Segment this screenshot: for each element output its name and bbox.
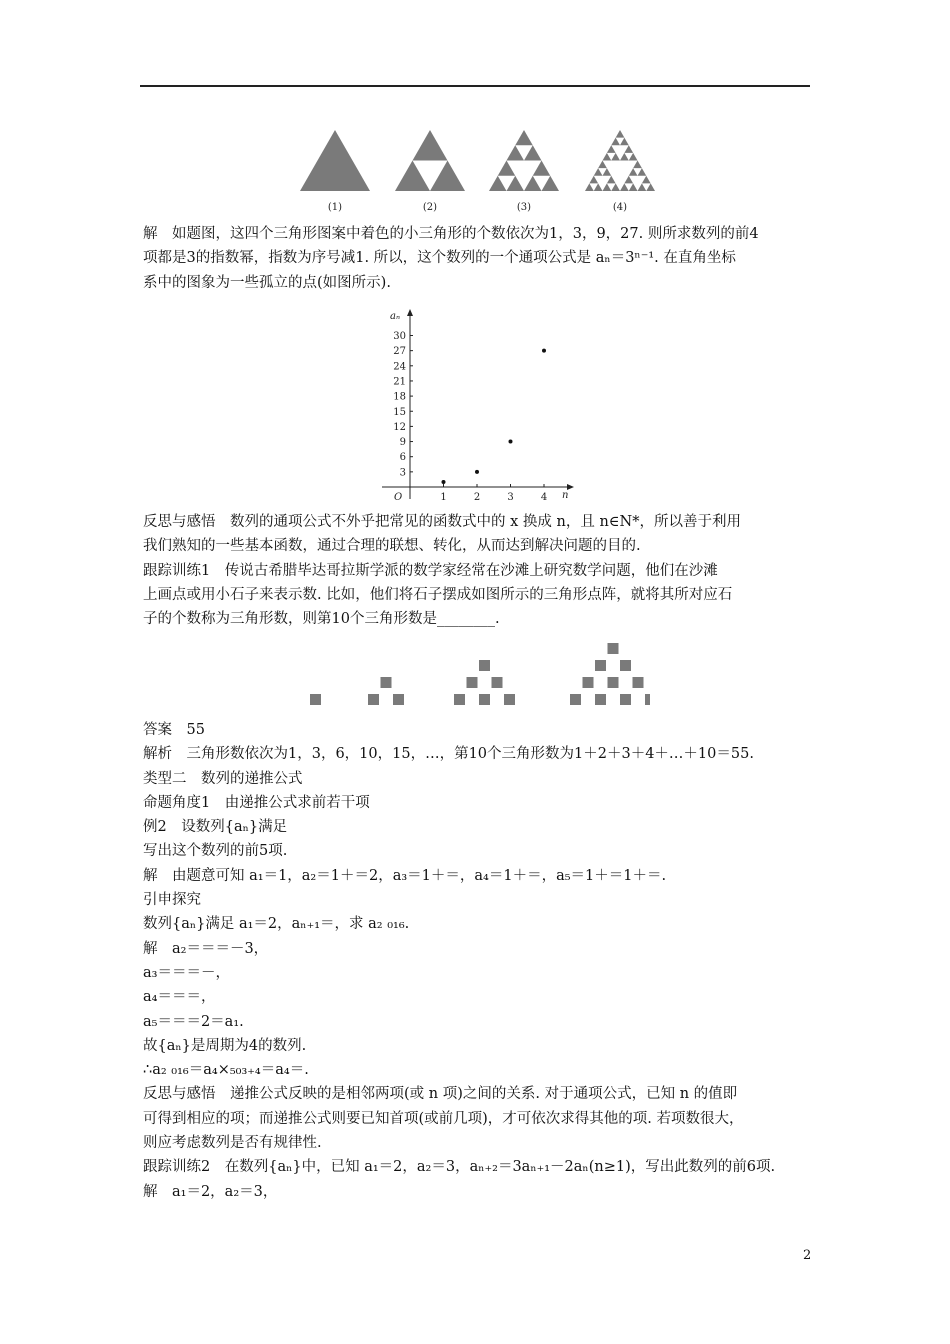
x-tick-label: 3 — [507, 492, 514, 503]
stone — [595, 694, 606, 705]
triangle — [300, 130, 370, 191]
text-line: a₄＝＝＝， — [143, 989, 216, 1006]
stone — [570, 694, 581, 705]
stone — [454, 694, 465, 705]
figure-label: (1) — [327, 202, 343, 213]
text-line: 引申探究 — [143, 892, 201, 909]
stone — [608, 677, 619, 688]
stone — [393, 694, 404, 705]
text-line: 系中的图象为一些孤立的点(如图所示). — [143, 274, 391, 291]
sierpinski-triangle-3 — [489, 130, 559, 191]
text-line: 反思与感悟 递推公式反映的是相邻两项(或 n 项)之间的关系. 对于通项公式，已知 n 的值即 — [143, 1086, 738, 1103]
figure-label: (2) — [422, 202, 438, 213]
y-tick-label: 30 — [393, 331, 406, 342]
text-line: 解 由题意可知 a₁＝1，a₂＝1＋＝2，a₃＝1＋＝，a₄＝1＋＝，a₅＝1＋＝1＋＝. — [143, 867, 667, 884]
page-number: 2 — [803, 1248, 812, 1263]
text-line: 子的个数称为三角形数，则第10个三角形数是________. — [143, 611, 500, 628]
reflection-and-training — [143, 510, 819, 631]
text-line: a₃＝＝＝－， — [143, 964, 230, 981]
text-line: a₅＝＝＝2＝a₁. — [143, 1013, 244, 1030]
x-axis-label: n — [562, 490, 569, 501]
origin-label: O — [394, 492, 403, 503]
stone — [504, 694, 515, 705]
y-axis-arrow — [407, 309, 413, 316]
text-line: 解 如题图，这四个三角形图案中着色的小三角形的个数依次为1，3，9，27. 则所求数列的前4 — [143, 226, 759, 242]
stone — [492, 677, 503, 688]
text-line: 反思与感悟 数列的通项公式不外乎把常见的函数式中的 x 换成 n，且 n∈N*，所以善于利用 — [143, 514, 741, 530]
text-line: 类型二 数列的递推公式 — [143, 770, 303, 787]
y-axis-label: aₙ — [390, 311, 401, 322]
y-tick-label: 3 — [399, 467, 406, 479]
text-line: 跟踪训练1 传说古希腊毕达哥拉斯学派的数学家经常在沙滩上研究数学问题，他们在沙滩 — [143, 562, 718, 579]
figure-label: (3) — [516, 202, 532, 213]
triangular-number-1 — [310, 694, 321, 705]
triangular-number-figure — [300, 632, 650, 712]
y-tick-label: 24 — [393, 361, 406, 373]
stone — [467, 677, 478, 688]
stone — [583, 677, 594, 688]
sierpinski-triangles — [300, 130, 655, 191]
text-line: 例2 设数列{aₙ}满足 — [143, 819, 288, 836]
scatter-chart — [370, 305, 580, 505]
text-line: 数列{aₙ}满足 a₁＝2，aₙ₊₁＝，求 a₂ ₀₁₆. — [143, 916, 410, 933]
x-tick-label: 1 — [440, 492, 447, 503]
y-tick-label: 18 — [393, 391, 406, 403]
sierpinski-triangle-4 — [585, 130, 655, 191]
triangular-number-2 — [368, 677, 404, 705]
figure-label: (4) — [612, 202, 628, 213]
data-point — [542, 349, 546, 353]
stone — [595, 660, 606, 671]
stone — [620, 660, 631, 671]
text-line: 解析 三角形数依次为1，3，6，10，15，…，第10个三角形数为1＋2＋3＋4＋…＋10＝55. — [143, 746, 754, 763]
sierpinski-figure — [290, 122, 670, 217]
stone — [310, 694, 321, 705]
stone — [620, 694, 631, 705]
text-line: 命题角度1 由递推公式求前若干项 — [143, 794, 370, 811]
answer-and-examples — [143, 718, 819, 1204]
stone — [645, 694, 650, 705]
text-line: 上画点或用小石子来表示数. 比如，他们将石子摆成如图所示的三角形点阵，就将其所对应石 — [143, 586, 733, 603]
y-tick-label: 27 — [393, 346, 406, 358]
text-line: 答案 55 — [143, 722, 205, 738]
triangular-number-4 — [570, 643, 650, 705]
text-line: 解 a₁＝2，a₂＝3， — [143, 1183, 278, 1200]
text-line: 项都是3的指数幂，指数为序号减1. 所以，这个数列的一个通项公式是 aₙ＝3ⁿ⁻¹. 在直角坐标 — [143, 250, 736, 267]
triangular-number-3 — [454, 660, 515, 705]
y-tick-label: 12 — [393, 421, 406, 433]
x-tick-label: 4 — [540, 492, 548, 503]
y-tick-label: 21 — [393, 376, 406, 388]
text-line: 跟踪训练2 在数列{aₙ}中，已知 a₁＝2，a₂＝3，aₙ₊₂＝3aₙ₊₁－2aₙ(n≥1)，写出此数列的前6项. — [143, 1159, 776, 1176]
text-line: ∴a₂ ₀₁₆＝a₄×₅₀₃₊₄＝a₄＝. — [143, 1062, 309, 1079]
solution-paragraph — [143, 222, 819, 295]
y-tick-label: 15 — [393, 406, 406, 418]
data-point — [442, 480, 446, 484]
text-line: 则应考虑数列是否有规律性. — [143, 1135, 322, 1152]
stone — [633, 677, 644, 688]
text-line: 可得到相应的项；而递推公式则要已知首项(或前几项)，才可依次求得其他的项. 若项数很大， — [143, 1110, 744, 1127]
data-point — [509, 440, 513, 444]
text-line: 故{aₙ}是周期为4的数列. — [143, 1037, 307, 1054]
text-line: 解 a₂＝＝＝－3， — [143, 940, 269, 957]
x-tick-label: 2 — [473, 492, 481, 503]
header-rule — [140, 85, 810, 87]
stone — [479, 694, 490, 705]
text-line: 我们熟知的一些基本函数，通过合理的联想、转化，从而达到解决问题的目的. — [143, 538, 641, 555]
data-point — [475, 470, 479, 474]
stone — [479, 660, 490, 671]
sierpinski-triangle-1 — [300, 130, 370, 191]
y-tick-label: 6 — [399, 452, 406, 464]
text-line: 写出这个数列的前5项. — [143, 843, 288, 860]
stone — [368, 694, 379, 705]
sierpinski-triangle-2 — [395, 130, 465, 191]
y-tick-label: 9 — [399, 437, 406, 449]
stone — [381, 677, 392, 688]
stone — [608, 643, 619, 654]
